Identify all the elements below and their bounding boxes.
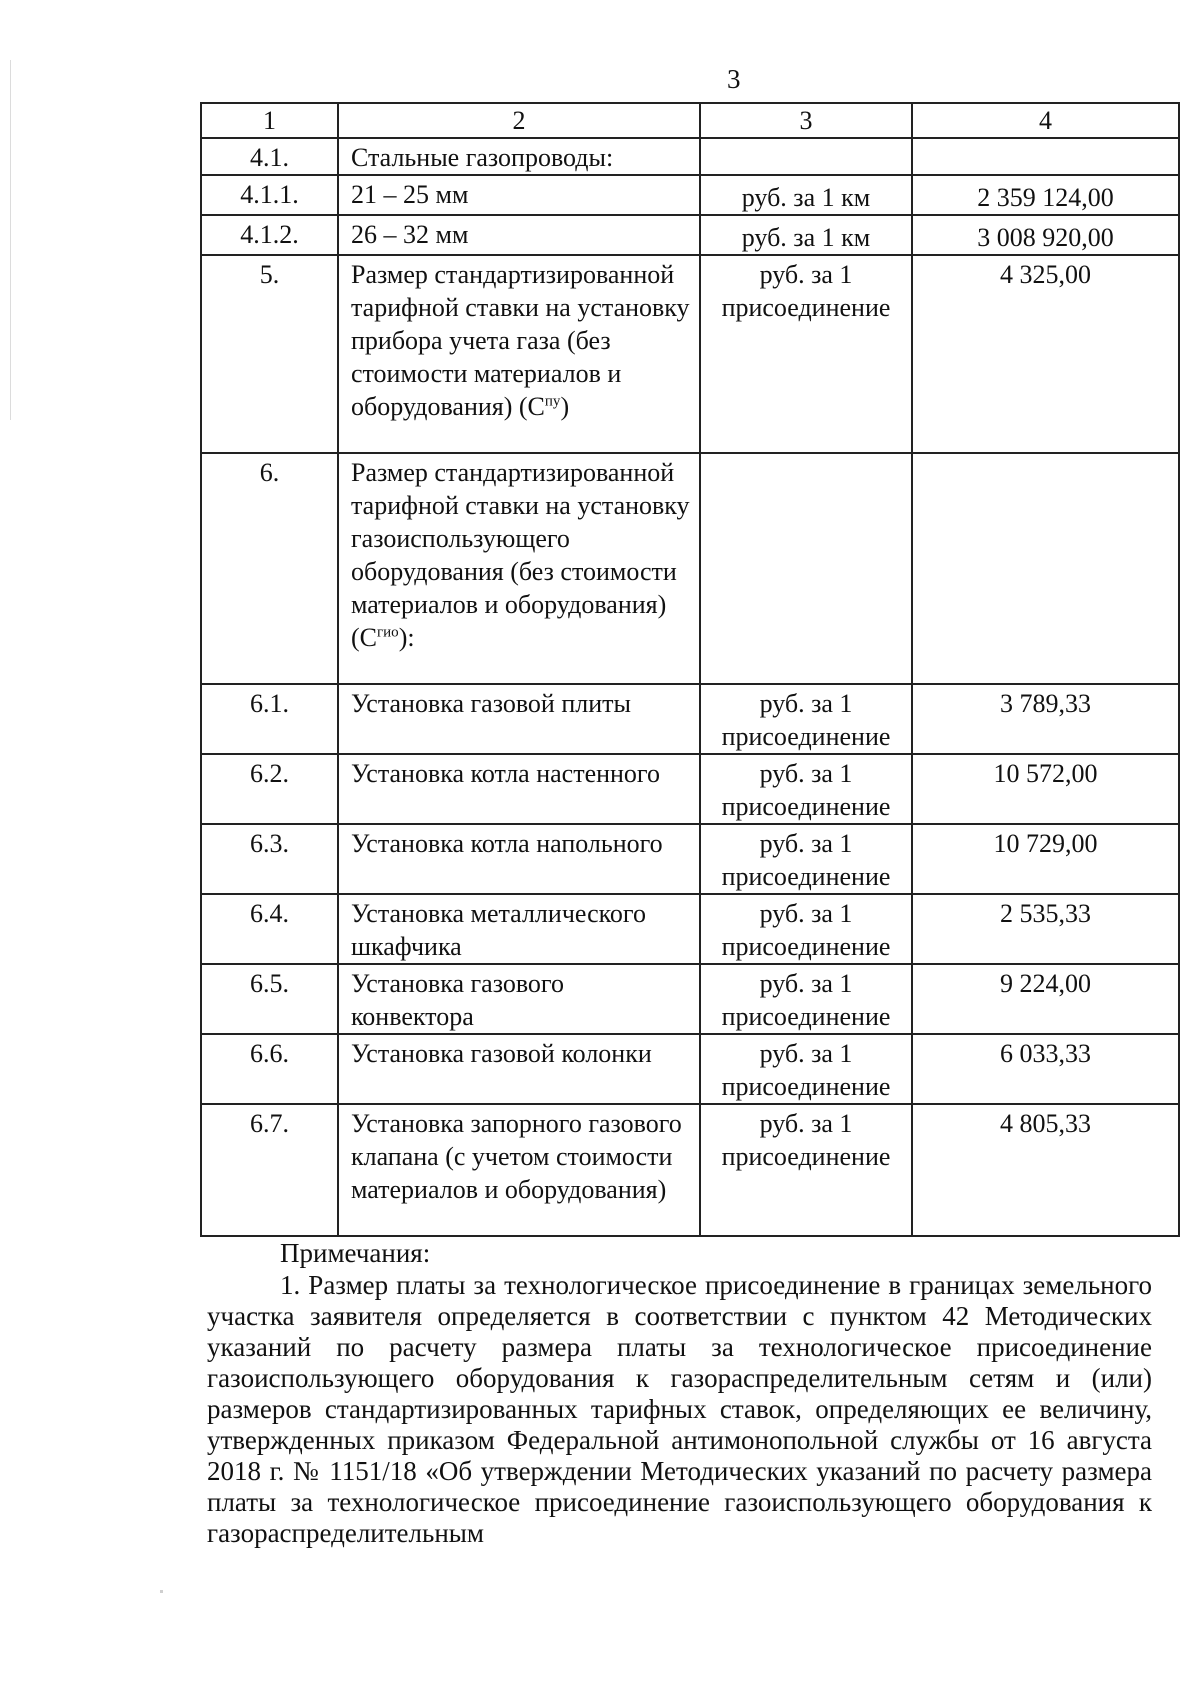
row-unit: руб. за 1 присоединение [700, 964, 912, 1034]
row-name: Установка металлического шкафчика [338, 894, 700, 964]
header-col-4: 4 [912, 103, 1179, 138]
table-row [201, 684, 1179, 754]
row-number: 4.1. [201, 138, 338, 175]
row-number: 6.7. [201, 1104, 338, 1236]
row-number: 6.5. [201, 964, 338, 1034]
row-number: 4.1.2. [201, 215, 338, 255]
row-unit [700, 453, 912, 684]
table-row [201, 255, 1179, 453]
row-name: 21 – 25 мм [338, 175, 700, 215]
row-value: 2 359 124,00 [912, 175, 1179, 215]
header-col-1: 1 [201, 103, 338, 138]
scan-speck [160, 1590, 163, 1593]
table-row [201, 1034, 1179, 1104]
row-value: 3 008 920,00 [912, 215, 1179, 255]
row-number: 6.3. [201, 824, 338, 894]
table-row [201, 215, 1179, 255]
row-unit: руб. за 1 присоединение [700, 1034, 912, 1104]
table-row [201, 754, 1179, 824]
row-name: 26 – 32 мм [338, 215, 700, 255]
row-name-end: ): [398, 623, 415, 652]
row-name: Установка котла настенного [338, 754, 700, 824]
table-row [201, 1104, 1179, 1236]
row-unit [700, 138, 912, 175]
table-row [201, 824, 1179, 894]
row-name [338, 453, 700, 684]
row-unit: руб. за 1 присоединение [700, 754, 912, 824]
row-name: Установка запорного газового клапана (с учетом стоимости материалов и оборудования) [338, 1104, 700, 1236]
scan-edge-line [10, 60, 11, 420]
row-unit: руб. за 1 присоединение [700, 894, 912, 964]
row-value: 4 325,00 [912, 255, 1179, 453]
row-unit: руб. за 1 присоединение [700, 1104, 912, 1236]
row-name: Стальные газопроводы: [338, 138, 700, 175]
table-row [201, 175, 1179, 215]
row-value: 6 033,33 [912, 1034, 1179, 1104]
row-number: 6.6. [201, 1034, 338, 1104]
row-name-text: Размер стандартизированной тарифной ставки на установку прибора учета газа (без стоимости материалов и оборудования) (С [351, 260, 690, 421]
row-value [912, 138, 1179, 175]
table-header-row [201, 103, 1179, 138]
notes-section [207, 1238, 1152, 1549]
row-unit: руб. за 1 присоединение [700, 824, 912, 894]
notes-paragraph: 1. Размер платы за технологическое присоединение в границах земельного участка заявителя определяется в соответствии с пунктом 42 Методических указаний по расчету размера платы за технологическое присоединение газоиспользующего оборудования к газораспределительным сетям и (или) размеров стандартизированных тарифных ставок, определяющих ее величину, утвержденных приказом Федеральной антимонопольной службы от 16 августа 2018 г. № 1151/18 «Об утверждении Методических указаний по расчету размера платы за технологическое присоединение газоиспользующего оборудования к газораспределительным [207, 1270, 1152, 1548]
tariff-table [200, 102, 1180, 1237]
row-number: 5. [201, 255, 338, 453]
row-number: 6.2. [201, 754, 338, 824]
table-row [201, 964, 1179, 1034]
row-name [338, 255, 700, 453]
row-name-superscript: гио [377, 624, 399, 641]
row-name: Установка газовой плиты [338, 684, 700, 754]
notes-title: Примечания: [280, 1238, 431, 1268]
row-name-end: ) [560, 392, 570, 421]
row-unit: руб. за 1 км [700, 215, 912, 255]
row-value: 3 789,33 [912, 684, 1179, 754]
row-unit: руб. за 1 присоединение [700, 684, 912, 754]
table-row [201, 894, 1179, 964]
row-name-text: Размер стандартизированной тарифной ставки на установку газоиспользующего оборудования (без стоимости материалов и оборудования) (С [351, 458, 690, 652]
row-name: Установка газовой колонки [338, 1034, 700, 1104]
row-value: 10 572,00 [912, 754, 1179, 824]
row-number: 4.1.1. [201, 175, 338, 215]
row-name: Установка газового конвектора [338, 964, 700, 1034]
row-value: 2 535,33 [912, 894, 1179, 964]
row-unit: руб. за 1 км [700, 175, 912, 215]
table-row [201, 138, 1179, 175]
row-value: 4 805,33 [912, 1104, 1179, 1236]
row-number: 6. [201, 453, 338, 684]
row-name-superscript: пу [544, 393, 561, 410]
row-number: 6.4. [201, 894, 338, 964]
row-number: 6.1. [201, 684, 338, 754]
row-unit: руб. за 1 присоединение [700, 255, 912, 453]
header-col-3: 3 [700, 103, 912, 138]
row-name: Установка котла напольного [338, 824, 700, 894]
page-number: 3 [727, 64, 741, 94]
row-value: 10 729,00 [912, 824, 1179, 894]
table-row [201, 453, 1179, 684]
row-value [912, 453, 1179, 684]
header-col-2: 2 [338, 103, 700, 138]
row-value: 9 224,00 [912, 964, 1179, 1034]
